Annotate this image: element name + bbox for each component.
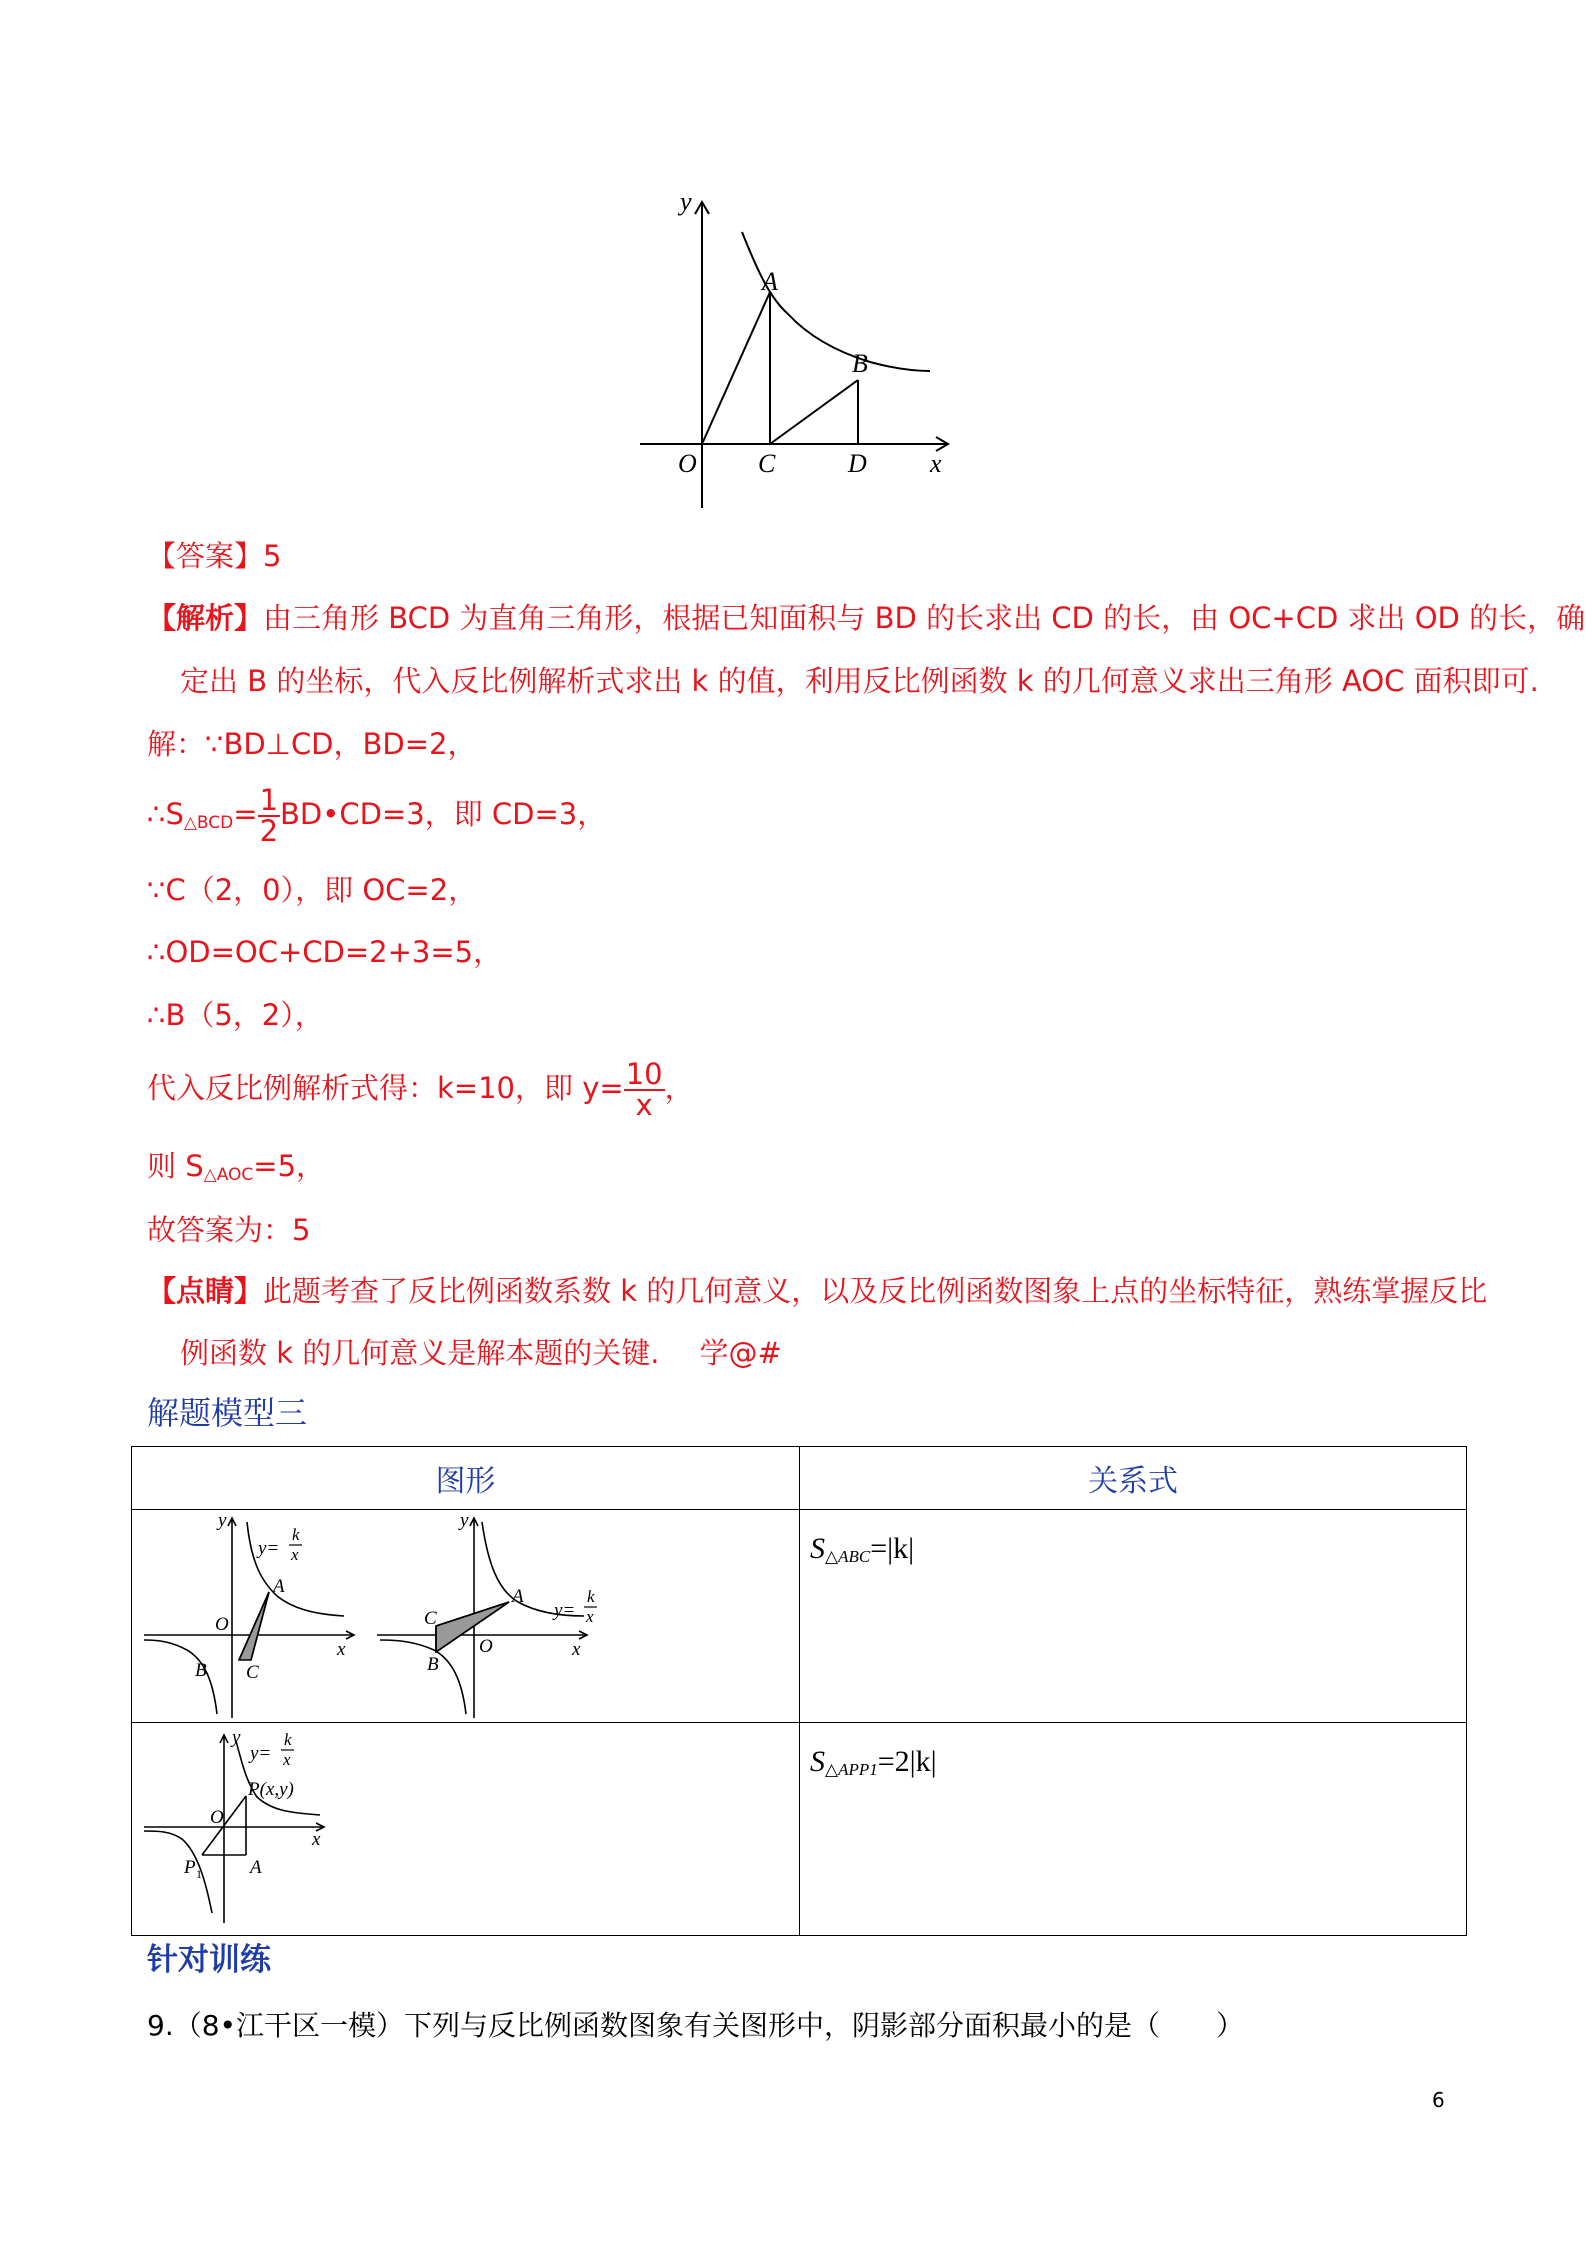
answer-tag: 【答案】 [147,539,264,573]
fig2-label-y: y [232,1727,241,1748]
page-number: 6 [1432,2088,1445,2112]
comment-text-2: 例函数 k 的几何意义是解本题的关键. [180,1336,660,1370]
fig1b-label-y: y [460,1510,469,1531]
table-row [132,1723,1467,1936]
fig2-eq-x: x [283,1750,291,1769]
solution-line-8: 故答案为：5 [147,1213,311,1247]
relation-value: =2|k| [877,1745,937,1778]
question-9: 9.（8•江干区一模）下列与反比例函数图象有关图形中，阴影部分面积最小的是（ ） [147,2009,1245,2042]
watermark-text: 学@# [699,1336,782,1370]
comment-text-1: 此题考查了反比例函数系数 k 的几何意义，以及反比例函数图象上点的坐标特征，熟练掌握反比 [263,1274,1488,1308]
solution-line-7-text: =5， [253,1149,326,1183]
label-x: x [930,449,942,478]
analysis-line-2: 定出 B 的坐标，代入反比例解析式求出 k 的值，利用反比例函数 k 的几何意义求出三角形 AOC 面积即可. [180,664,1539,698]
comment-line-1 [147,1271,1487,1311]
relation-cell-2 [800,1723,1467,1936]
solution-line-3: ∵C（2，0），即 OC=2， [147,873,478,907]
comment-line-2 [180,1333,782,1373]
header-relation: 关系式 [800,1447,1467,1510]
fraction-one-half [258,783,280,848]
relation-s: S [810,1532,825,1565]
model-title: 解题模型三 [147,1395,308,1431]
fig2-eq-y: y= [250,1743,272,1764]
answer-line [147,536,281,576]
solution-line-4: ∴OD=OC+CD=2+3=5， [147,935,503,969]
label-O: O [678,449,697,478]
relation-subscript: △ABC [825,1547,871,1566]
inverse-function-figure [630,190,960,520]
fig2-label-P: P(x,y) [248,1779,294,1800]
segment-CB [770,380,858,444]
fig1a-eq-y: y= [258,1538,280,1559]
equals-sign: = [233,797,258,831]
relation-value: =|k| [870,1532,915,1565]
fig1b-label-x: x [572,1639,581,1660]
segment-OA [702,292,770,444]
relation-s: S [810,1745,825,1778]
fraction-ten-over-x [624,1057,665,1122]
comment-tag: 【点睛】 [147,1274,264,1308]
figure-cell-1 [132,1510,800,1723]
figure-pair [132,1510,798,1718]
s-subscript-bcd: △BCD [183,813,234,833]
fig1b-eq-k: k [587,1587,595,1606]
analysis-line-1 [147,598,1585,638]
fig1a-label-C: C [246,1662,259,1683]
fraction-denominator: x [635,1088,653,1122]
header-figure: 图形 [132,1447,800,1510]
solution-line-6-end: ， [664,1071,694,1105]
label-B: B [852,349,868,378]
figure-cell-2 [132,1723,800,1936]
fig2-label-P1-sub: 1 [196,1867,202,1881]
fig1a-label-A: A [273,1576,285,1597]
fig1b-label-O: O [479,1636,493,1657]
fraction-numerator: 1 [259,783,279,817]
relation-subscript: △APP1 [825,1760,878,1779]
label-y: y [680,190,692,216]
fig1a-eq-k: k [292,1525,300,1544]
label-D: D [848,449,867,478]
fig1a-label-x: x [337,1639,346,1660]
fig2-label-P1: P [184,1857,196,1878]
fig1a-label-B: B [195,1660,207,1681]
fraction-denominator: 2 [259,814,279,848]
solution-line-6-text: 代入反比例解析式得：k=10，即 y= [147,1071,624,1105]
solution-line-7 [147,1146,325,1195]
s-symbol: ∴S [147,797,184,831]
fig1b-label-B: B [427,1654,439,1675]
fig2-label-A: A [250,1857,262,1878]
analysis-text-1: 由三角形 BCD 为直角三角形，根据已知面积与 BD 的长求出 CD 的长，由 OC+CD 求出 OD 的长，确 [263,601,1586,635]
fig2-label-x: x [312,1829,321,1850]
s-subscript-aoc: △AOC [203,1165,254,1185]
analysis-tag: 【解析】 [147,601,264,635]
table-header-row [132,1447,1467,1510]
table-row [132,1510,1467,1723]
solution-line-1: 解：∵BD⊥CD，BD=2， [147,727,477,761]
s-symbol: 则 S [147,1149,204,1183]
model-table [131,1446,1467,1936]
fig1b-label-C: C [424,1608,437,1629]
fig1b-label-A: A [512,1586,524,1607]
fig2-eq-k: k [284,1730,292,1749]
fraction-numerator: 10 [625,1057,663,1091]
solution-line-5: ∴B（5，2）， [147,998,324,1032]
solution-line-2-text: BD•CD=3，即 CD=3， [280,797,607,831]
fig1a-label-y: y [218,1510,227,1531]
fig2-label-O: O [210,1807,224,1828]
training-title: 针对训练 [147,1942,271,1978]
fig1a-label-O: O [215,1614,229,1635]
solution-line-2 [147,783,607,848]
figure-p-p1 [132,1723,798,1931]
answer-value: 5 [263,539,282,573]
fig1a-eq-x: x [291,1545,299,1564]
fig1b-eq-x: x [586,1607,594,1626]
relation-cell-1 [800,1510,1467,1723]
fig1b-eq-y: y= [554,1600,576,1621]
solution-line-6 [147,1057,694,1122]
label-C: C [758,449,776,478]
label-A: A [762,267,778,296]
